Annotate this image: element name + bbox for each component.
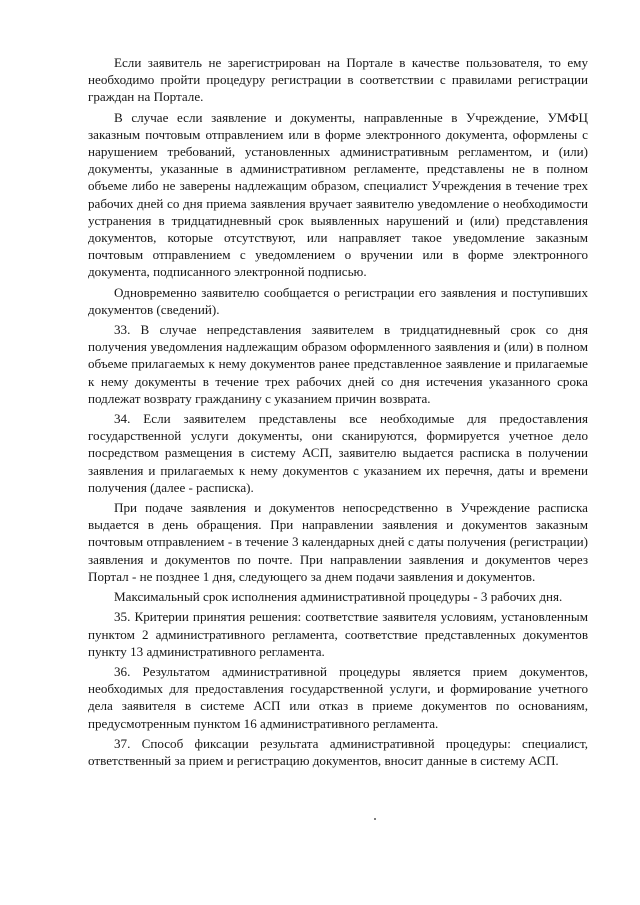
paragraph-portal-registration: Если заявитель не зарегистрирован на Портале в качестве пользователя, то ему необходимо пройти процедуру регистрации в соответствии с правилами регистрации граждан на Портале. <box>88 55 588 105</box>
paragraph-violations-notice: В случае если заявление и документы, направленные в Учреждение, УМФЦ заказным почтовым отправлением или в форме электронного документа, оформлены с нарушением требований, установленных административным регламентом, и (или) документы, указанные в административном регламенте, представлены не в полном объеме либо не заверены надлежащим образом, специалист Учреждения в течение трех рабочих дней со дня приема заявления вручает заявителю уведомление о необходимости устранения в тридцатидневный срок выявленных нарушений и (или) представления документов, которые отсутствуют, или направляет такое уведомление заказным почтовым отправлением с уведомлением о вручении или в форме электронного документа, подписанного электронной подписью. <box>88 109 588 280</box>
scan-speck <box>374 818 376 820</box>
paragraph-receipt-terms: При подаче заявления и документов непосредственно в Учреждение расписка выдается в день обращения. При направлении заявления и документов заказным почтовым отправлением - в течение 3 календарных дней с даты получения (регистрации) заявления и документов по почте. При направлении заявления и документов через Портал - не позднее 1 дня, следующего за днем подачи заявления и документов. <box>88 500 588 584</box>
paragraph-max-term: Максимальный срок исполнения административной процедуры - 3 рабочих дня. <box>114 589 563 605</box>
paragraph-item-33: 33. В случае непредставления заявителем в тридцатидневный срок со дня получения уведомления надлежащим образом оформленного заявления и (или) в полном объеме прилагаемых к нему документов ранее представленное заявление и прилагаемые к нему документы в течение трех рабочих дней со дня истечения указанного срока подлежат возврату гражданину с указанием причин возврата. <box>88 322 588 406</box>
paragraph-item-36: 36. Результатом административной процедуры является прием документов, необходимых для предоставления государственной услуги, и формирование учетного дела заявителя в системе АСП или отказ в приеме документов по основаниям, предусмотренным пунктом 16 административного регламента. <box>88 663 588 731</box>
paragraph-item-35: 35. Критерии принятия решения: соответствие заявителя условиям, установленным пунктом 2 административного регламента, соответствие представленных документов пункту 13 административного регламента. <box>88 609 588 659</box>
paragraph-item-34: 34. Если заявителем представлены все необходимые для предоставления государственной услуги документы, они сканируются, формируется учетное дело посредством размещения в систему АСП, заявителю выдается расписка в получении заявления и прилагаемых к нему документов с указанием их перечня, даты и времени получения (далее - расписка). <box>88 411 588 495</box>
paragraph-registration-notice: Одновременно заявителю сообщается о регистрации его заявления и поступивших документов (сведений). <box>88 284 588 317</box>
paragraph-item-37: 37. Способ фиксации результата административной процедуры: специалист, ответственный за прием и регистрацию документов, вносит данные в систему АСП. <box>88 735 588 768</box>
document-page <box>88 54 588 769</box>
